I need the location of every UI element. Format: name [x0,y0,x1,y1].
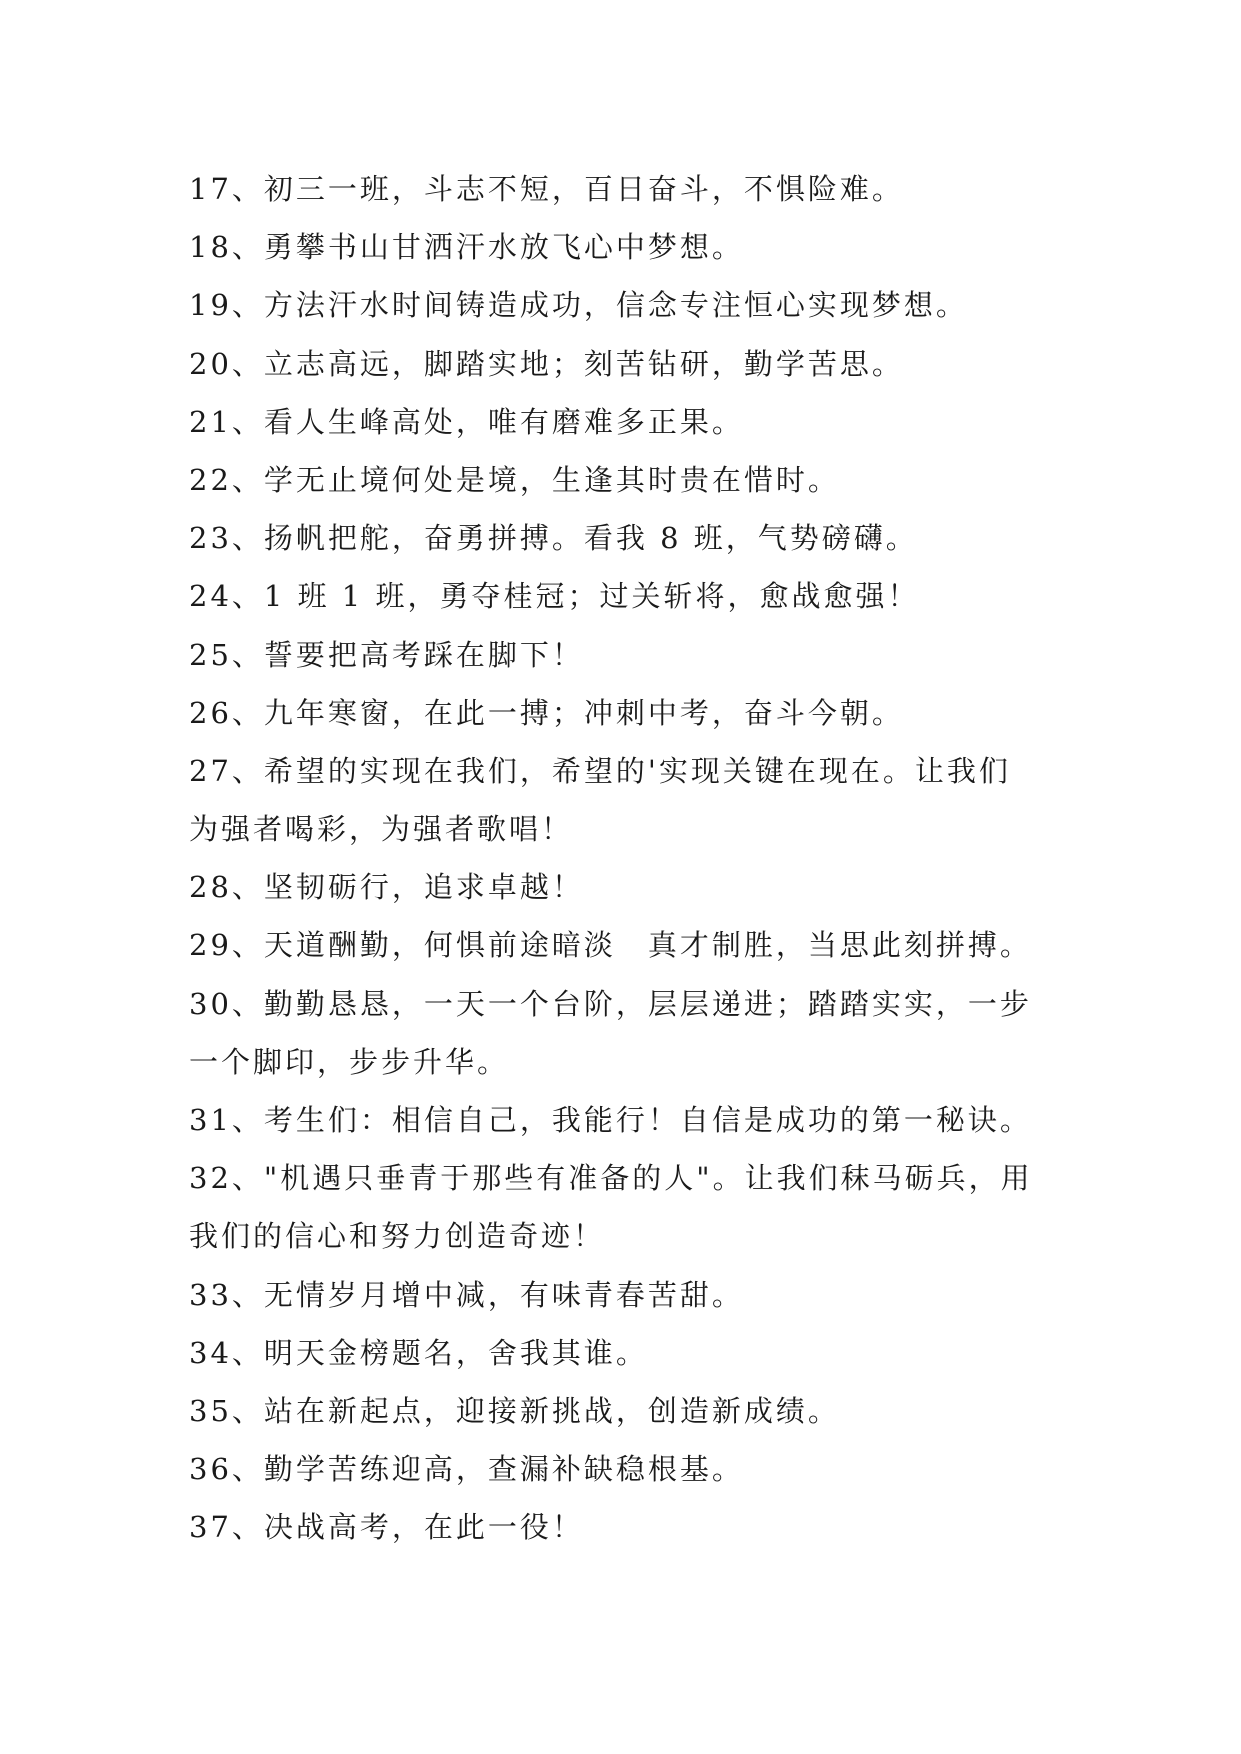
text-line: 34、明天金榜题名，舍我其谁。 [189,1335,648,1370]
text-line: 20、立志高远，脚踏实地；刻苦钻研，勤学苦思。 [189,346,904,381]
text-line: 为强者喝彩，为强者歌唱！ [189,812,574,847]
text-line: 29、天道酬勤，何惧前途暗淡 真才制胜，当思此刻拼搏。 [189,928,1032,963]
text-line: 28、坚韧砺行，追求卓越！ [189,870,584,905]
text-line: 32、"机遇只垂青于那些有准备的人"。让我们秣马砺兵，用 [189,1161,1033,1196]
text-line: 26、九年寒窗，在此一搏；冲刺中考，奋斗今朝。 [189,695,904,730]
text-line: 36、勤学苦练迎高，查漏补缺稳根基。 [189,1452,744,1487]
text-line: 27、希望的实现在我们，希望的'实现关键在现在。让我们 [189,753,1011,788]
text-line: 23、扬帆把舵，奋勇拼搏。看我 8 班，气势磅礴。 [189,521,918,556]
text-line: 25、誓要把高考踩在脚下！ [189,637,584,672]
text-line: 21、看人生峰高处，唯有磨难多正果。 [189,404,744,439]
text-line: 30、勤勤恳恳，一天一个台阶，层层递进；踏踏实实，一步 [189,986,1032,1021]
document-body [189,160,1089,1557]
text-line: 35、站在新起点，迎接新挑战，创造新成绩。 [189,1393,840,1428]
text-line: 33、无情岁月增中减，有味青春苦甜。 [189,1277,744,1312]
text-line: 一个脚印，步步升华。 [189,1044,510,1079]
text-line: 37、决战高考，在此一役！ [189,1510,584,1545]
text-line: 18、勇攀书山甘洒汗水放飞心中梦想。 [189,230,744,265]
text-line: 我们的信心和努力创造奇迹！ [189,1219,606,1254]
text-line: 31、考生们：相信自己，我能行！自信是成功的第一秘诀。 [189,1103,1032,1137]
text-line: 24、1 班 1 班，勇夺桂冠；过关斩将，愈战愈强！ [189,579,920,614]
text-line: 17、初三一班，斗志不短，百日奋斗，不惧险难。 [189,172,904,206]
text-line: 19、方法汗水时间铸造成功，信念专注恒心实现梦想。 [189,288,968,323]
text-line: 22、学无止境何处是境，生逢其时贵在惜时。 [189,462,840,497]
